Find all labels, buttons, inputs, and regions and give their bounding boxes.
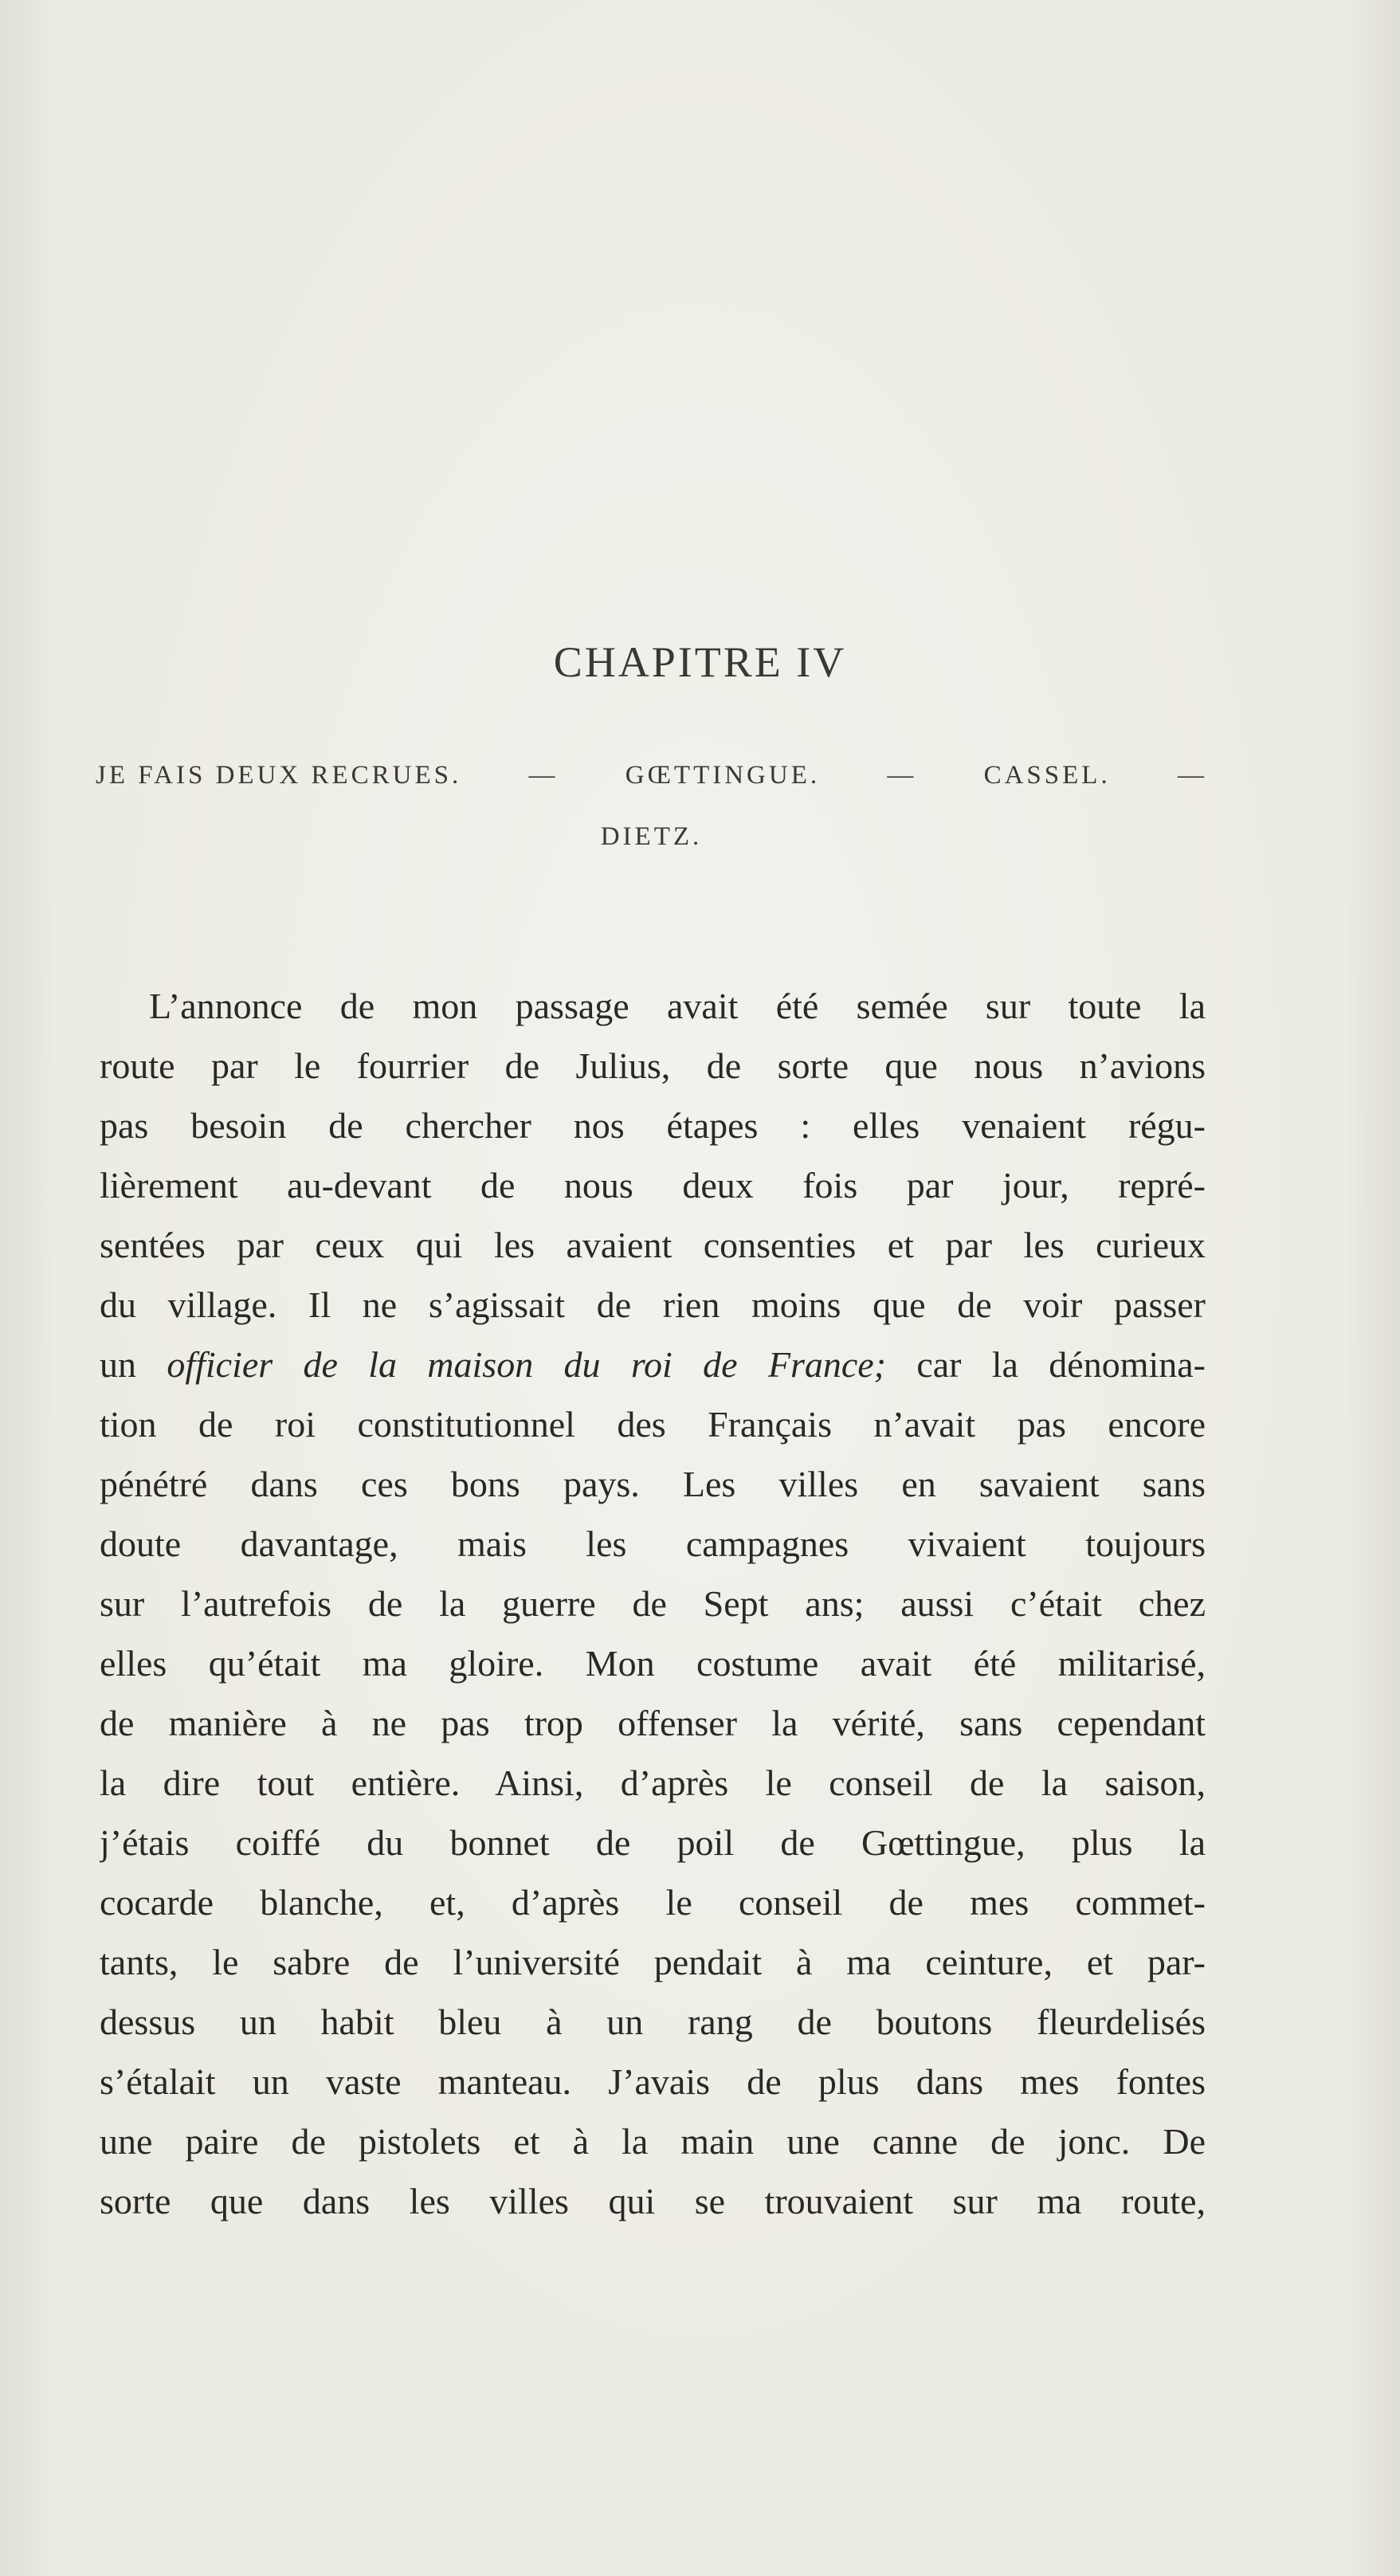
- text-line: j’étais coiffé du bonnet de poil de Gœttingue, plus la: [100, 1822, 1206, 1863]
- text-line: sorte que dans les villes qui se trouvaient sur ma route,: [100, 2181, 1206, 2221]
- text-line: tants, le sabre de l’université pendait à ma ceinture, et par-: [100, 1942, 1206, 1982]
- text-line: elles qu’était ma gloire. Mon costume avait été militarisé,: [100, 1643, 1206, 1684]
- chapter-summary-line-1: [96, 761, 1207, 790]
- text-line: dessus un habit bleu à un rang de boutons fleurdelisés: [100, 2002, 1206, 2042]
- summary-part-1: JE FAIS DEUX RECRUES.: [96, 761, 462, 790]
- summary-part-2: GŒTTINGUE.: [625, 761, 821, 790]
- text-line: une paire de pistolets et à la main une canne de jonc. De: [100, 2121, 1206, 2162]
- text-line: cocarde blanche, et, d’après le conseil de mes commet-: [100, 1882, 1206, 1923]
- text-line: sentées par ceux qui les avaient consenties et par les curieux: [100, 1225, 1206, 1265]
- text-line: de manière à ne pas trop offenser la vérité, sans cependant: [100, 1703, 1206, 1743]
- text-line: [100, 1335, 1206, 1394]
- text-line: doute davantage, mais les campagnes vivaient toujours: [100, 1523, 1206, 1564]
- summary-dash-2: —: [887, 761, 917, 790]
- body-text: [100, 976, 1206, 2231]
- italic-phrase: officier de la maison du roi de France;: [167, 1344, 886, 1385]
- chapter-summary-line-2: DIETZ.: [600, 822, 703, 851]
- summary-dash-3: —: [1177, 761, 1207, 790]
- text-line: la dire tout entière. Ainsi, d’après le conseil de la saison,: [100, 1762, 1206, 1803]
- text-line: pénétré dans ces bons pays. Les villes en savaient sans: [100, 1464, 1206, 1504]
- text-line: lièrement au-devant de nous deux fois par jour, repré-: [100, 1165, 1206, 1206]
- summary-part-3: CASSEL.: [983, 761, 1111, 790]
- summary-dash-1: —: [528, 761, 559, 790]
- text-line-pre: un: [100, 1344, 167, 1385]
- text-line: du village. Il ne s’agissait de rien moins que de voir passer: [100, 1284, 1206, 1325]
- text-line: tion de roi constitutionnel des Français n’avait pas encore: [100, 1404, 1206, 1445]
- chapter-summary: [96, 761, 1207, 852]
- text-line: L’annonce de mon passage avait été semée sur toute la: [149, 986, 1206, 1026]
- text-line: pas besoin de chercher nos étapes : elles venaient régu-: [100, 1105, 1206, 1146]
- text-line: route par le fourrier de Julius, de sorte que nous n’avions: [100, 1045, 1206, 1086]
- text-line-post: car la dénomina-: [886, 1344, 1206, 1385]
- chapter-title: CHAPITRE IV: [553, 638, 847, 686]
- text-line: sur l’autrefois de la guerre de Sept ans; aussi c’était chez: [100, 1583, 1206, 1624]
- text-line: s’étalait un vaste manteau. J’avais de plus dans mes fontes: [100, 2061, 1206, 2102]
